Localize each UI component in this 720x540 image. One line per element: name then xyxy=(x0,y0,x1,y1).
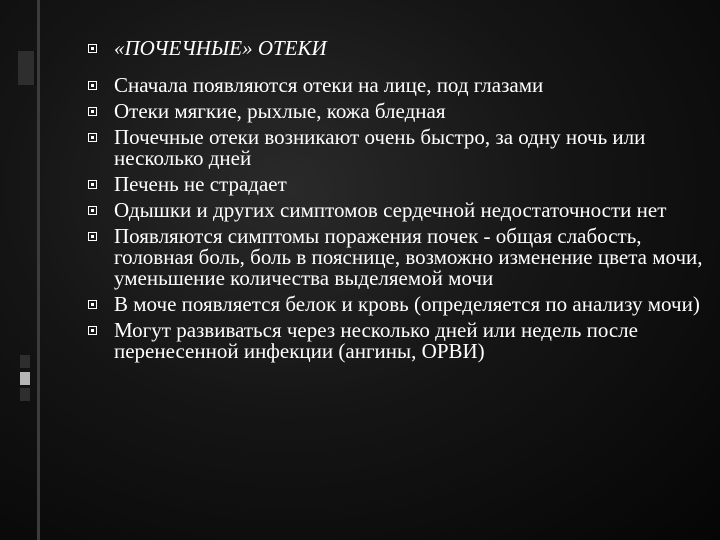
list-item xyxy=(84,200,704,221)
decorative-square xyxy=(20,388,30,401)
square-bullet-icon xyxy=(88,180,97,189)
left-frame-line xyxy=(37,0,40,540)
list-item-text: В моче появляется белок и кровь (определяется по анализу мочи) xyxy=(114,292,700,316)
list-item xyxy=(84,294,704,315)
decorative-square xyxy=(20,355,30,368)
list-item-text: Почечные отеки возникают очень быстро, за одну ночь или несколько дней xyxy=(114,125,646,170)
slide-title xyxy=(84,38,704,59)
decorative-square-top xyxy=(18,51,37,85)
list-item xyxy=(84,101,704,122)
list-item xyxy=(84,226,704,289)
square-bullet-icon xyxy=(88,326,97,335)
slide-title-text: «ПОЧЕЧНЫЕ» ОТЕКИ xyxy=(114,36,327,60)
square-bullet-icon xyxy=(88,300,97,309)
square-bullet-icon xyxy=(88,81,97,90)
list-item-text: Сначала появляются отеки на лице, под глазами xyxy=(114,73,544,97)
list-item xyxy=(84,174,704,195)
square-bullet-icon xyxy=(88,206,97,215)
square-bullet-icon xyxy=(88,232,97,241)
list-item-text: Появляются симптомы поражения почек - общая слабость, головная боль, боль в пояснице, возможно изменение цвета мочи, уменьшение количества выделяемой мочи xyxy=(114,224,703,290)
list-item-text: Могут развиваться через несколько дней или недель после перенесенной инфекции (ангины, ОРВИ) xyxy=(114,318,638,363)
list-item-text: Печень не страдает xyxy=(114,172,287,196)
square-bullet-icon xyxy=(88,133,97,142)
slide-content xyxy=(84,38,704,367)
list-item xyxy=(84,320,704,362)
list-item xyxy=(84,75,704,96)
square-bullet-icon xyxy=(88,44,97,53)
square-bullet-icon xyxy=(88,107,97,116)
list-item-text: Одышки и других симптомов сердечной недостаточности нет xyxy=(114,198,667,222)
list-item xyxy=(84,127,704,169)
list-item-text: Отеки мягкие, рыхлые, кожа бледная xyxy=(114,99,446,123)
decorative-square-accent xyxy=(20,372,30,385)
